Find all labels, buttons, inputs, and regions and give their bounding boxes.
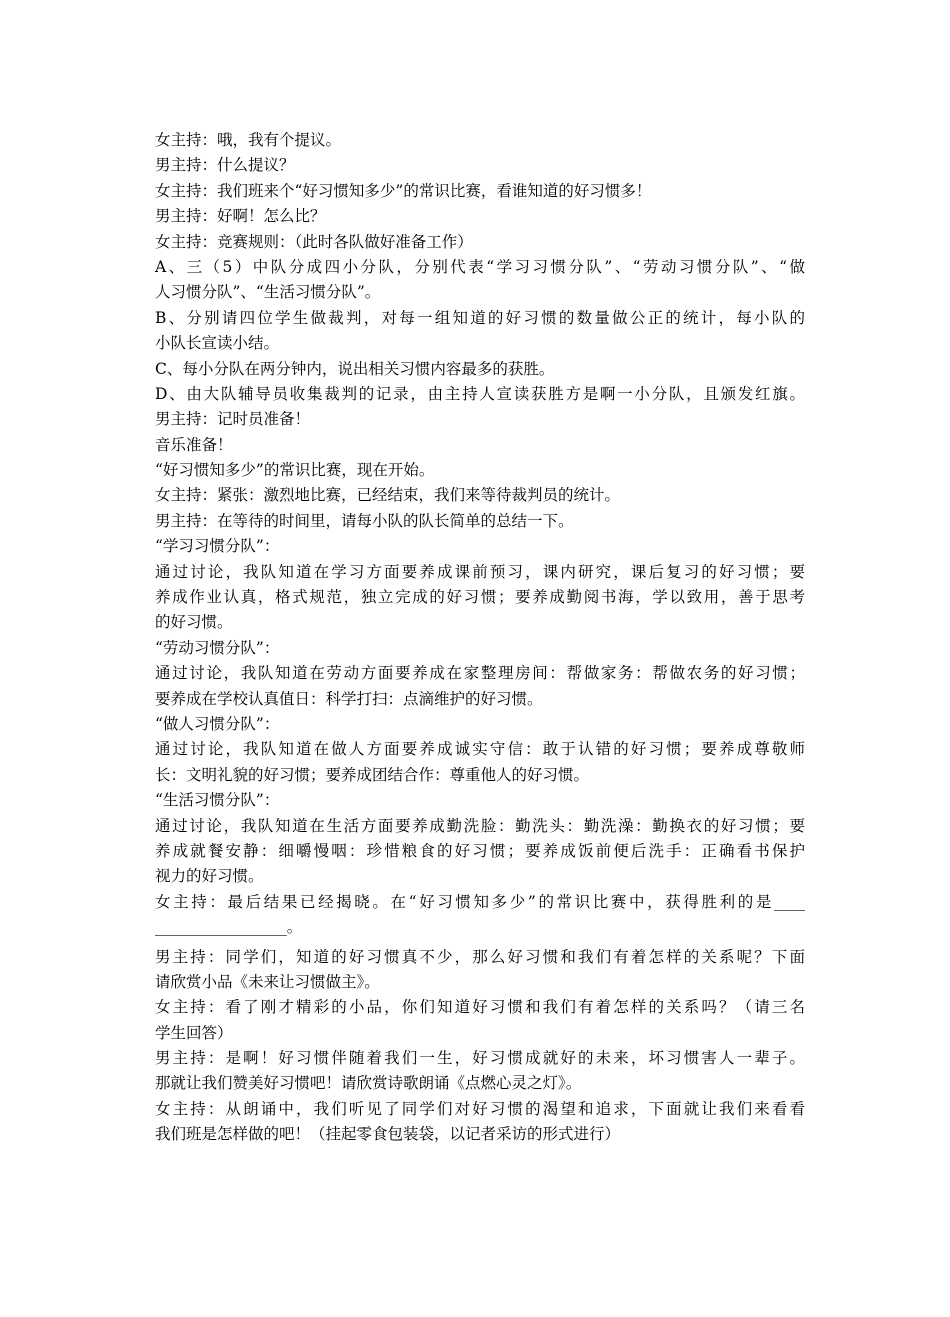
text-line: “劳动习惯分队”：	[155, 638, 280, 657]
text-line: 女主持：紧张：激烈地比赛，已经结束，我们来等待裁判员的统计。	[155, 486, 621, 505]
text-line: 养成作业认真，格式规范，独立完成的好习惯；要养成勤阅书海，学以致用，善于思考	[155, 588, 805, 607]
text-line: “学习习惯分队”：	[155, 537, 280, 556]
text-line: 的好习惯。	[155, 613, 233, 632]
text-line: 人习惯分队”、“生活习惯分队”。	[155, 283, 381, 302]
text-line: 要养成在学校认真值日：科学打扫：点滴维护的好习惯。	[155, 689, 543, 708]
text-line: 女主持：竞赛规则：（此时各队做好准备工作）	[155, 232, 473, 251]
text-line: 男主持：同学们，知道的好习惯真不少，那么好习惯和我们有着怎样的关系呢？下面	[155, 947, 805, 966]
text-line: 女主持：哦，我有个提议。	[155, 131, 342, 149]
text-line: 男主持：在等待的时间里，请每小队的队长简单的总结一下。	[155, 511, 574, 530]
text-line: _________________。	[155, 918, 303, 937]
text-line: 长：文明礼貌的好习惯；要养成团结合作：尊重他人的好习惯。	[155, 765, 590, 784]
text-line: A、三（5）中队分成四小分队，分别代表“学习习惯分队”、“劳动习惯分队”、“做	[155, 257, 805, 276]
text-line: 视力的好习惯。	[155, 867, 264, 886]
text-line: 养成就餐安静：细嚼慢咽：珍惜粮食的好习惯；要养成饭前便后洗手：正确看书保护	[155, 841, 805, 860]
text-line: 女主持：从朗诵中，我们听见了同学们对好习惯的渴望和追求，下面就让我们来看看	[155, 1099, 805, 1118]
text-line: 通过讨论，我队知道在劳动方面要养成在家整理房间：帮做家务：帮做农务的好习惯；	[155, 664, 805, 683]
text-line: 音乐准备！	[155, 435, 233, 454]
text-line: “好习惯知多少”的常识比赛，现在开始。	[155, 461, 435, 480]
text-line: 男主持：是啊！好习惯伴随着我们一生，好习惯成就好的未来，坏习惯害人一辈子。	[155, 1049, 805, 1068]
text-line: 小队长宣读小结。	[155, 334, 280, 353]
text-line: 那就让我们赞美好习惯吧！请欣赏诗歌朗诵《点燃心灵之灯》。	[155, 1074, 582, 1093]
text-line: 我们班是怎样做的吧！（挂起零食包装袋，以记者采访的形式进行）	[155, 1125, 621, 1144]
text-line: 学生回答）	[155, 1023, 233, 1042]
text-line: C、每小分队在两分钟内，说出相关习惯内容最多的获胜。	[155, 359, 555, 378]
text-line: “生活习惯分队”：	[155, 791, 280, 810]
text-line: 女主持：看了刚才精彩的小品，你们知道好习惯和我们有着怎样的关系吗？（请三名	[155, 998, 805, 1017]
text-line: 女主持：最后结果已经揭晓。在“好习惯知多少”的常识比赛中，获得胜利的是____	[155, 892, 805, 911]
text-line: 请欣赏小品《未来让习惯做主》。	[155, 972, 380, 991]
text-line: 男主持：好啊！怎么比？	[155, 207, 326, 226]
text-line: 男主持：记时员准备！	[155, 410, 311, 429]
text-line: 通过讨论，我队知道在生活方面要养成勤洗脸：勤洗头：勤洗澡：勤换衣的好习惯；要	[155, 816, 805, 835]
document-body	[155, 128, 805, 1148]
text-line: 通过讨论，我队知道在做人方面要养成诚实守信：敢于认错的好习惯；要养成尊敬师	[155, 740, 805, 759]
text-line: D、由大队辅导员收集裁判的记录，由主持人宣读获胜方是啊一小分队，且颁发红旗。	[155, 384, 805, 403]
text-line: 女主持：我们班来个“好习惯知多少”的常识比赛，看谁知道的好习惯多！	[155, 181, 652, 200]
text-line: B、分别请四位学生做裁判，对每一组知道的好习惯的数量做公正的统计，每小队的	[155, 308, 805, 327]
text-line: “做人习惯分队”：	[155, 714, 280, 733]
text-line: 男主持：什么提议？	[155, 156, 295, 175]
text-line: 通过讨论，我队知道在学习方面要养成课前预习，课内研究，课后复习的好习惯；要	[155, 562, 805, 581]
